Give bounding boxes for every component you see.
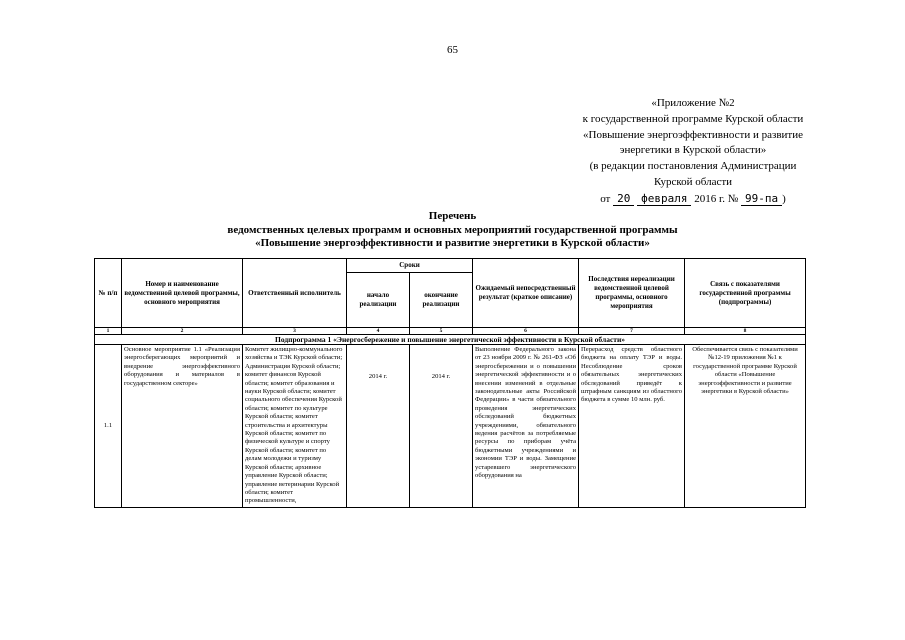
row-name: Основное мероприятие 1.1 «Реализация энергосберегающих мероприятий и внедрение энергоэффективного оборудования и материалов в государственном секторе» <box>122 345 243 508</box>
header-num: № п/п <box>95 259 122 328</box>
column-number-row <box>95 328 806 335</box>
column-number: 3 <box>243 328 347 335</box>
appendix-line: «Повышение энергоэффективности и развитие <box>583 128 803 141</box>
column-number: 6 <box>473 328 579 335</box>
date-prefix: от <box>600 192 611 205</box>
row-end: 2014 г. <box>410 345 473 508</box>
appendix-line: «Приложение №2 <box>651 97 735 109</box>
column-number: 8 <box>685 328 806 335</box>
column-number: 5 <box>410 328 473 335</box>
header-result: Ожидаемый непосредственный результат (краткое описание) <box>473 259 579 328</box>
column-number: 4 <box>347 328 410 335</box>
row-number: 1.1 <box>95 345 122 508</box>
title-line-3: «Повышение энергоэффективности и развитие энергетики в Курской области» <box>255 237 650 249</box>
handwritten-number: 99-па <box>741 192 782 206</box>
table-row <box>95 345 806 508</box>
programs-table <box>94 258 806 508</box>
appendix-line: (в редакции постановления Администрации <box>589 160 797 173</box>
appendix-line: Курской области <box>653 175 733 188</box>
document-title <box>0 210 905 251</box>
edition-date-line <box>548 191 838 208</box>
header-start: начало реализации <box>347 273 410 328</box>
header-link: Связь с показателями государственной программы (подпрограммы) <box>685 259 806 328</box>
column-number: 1 <box>95 328 122 335</box>
close-paren: ) <box>782 192 786 205</box>
row-start: 2014 г. <box>347 345 410 508</box>
appendix-header <box>548 96 838 208</box>
header-end: окончание реализации <box>410 273 473 328</box>
row-executor: Комитет жилищно-коммунального хозяйства и ТЭК Курской области; Администрация Курской области; комитет финансов Курской области; комитет образования и науки Курской области; комитет социального обеспечения Курской области; комитет по культуре Курской области; комитет строительства и архитектуры Курской области; комитет по физической культуре и спорту Курской области; комитет по делам молодежи и туризму Курской области; архивное управление Курской области; управление ветеринарии Курской области; комитет промышленности, <box>243 345 347 508</box>
header-row <box>95 259 806 273</box>
row-link: Обеспечивается связь с показателями №12-19 приложения №1 к государственной программе Курской области «Повышение энергоэффективности и развитие энергетики в Курской области» <box>685 345 806 508</box>
header-consequences: Последствия нереализации ведомственной целевой программы, основного мероприятия <box>579 259 685 328</box>
row-consequences: Перерасход средств областного бюджета на оплату ТЭР и воды. Несоблюдение сроков обязательных энергетических обследований приведёт к штрафным санкциям из областного бюджета в сумме 10 млн. руб. <box>579 345 685 508</box>
appendix-line: к государственной программе Курской области <box>582 112 804 125</box>
year-text: 2016 г. № <box>694 192 739 205</box>
header-executor: Ответственный исполнитель <box>243 259 347 328</box>
column-number: 7 <box>579 328 685 335</box>
handwritten-month: февраля <box>637 192 691 206</box>
header-name: Номер и наименование ведомственной целевой программы, основного мероприятия <box>122 259 243 328</box>
handwritten-day: 20 <box>613 192 634 206</box>
row-result: Выполнение Федерального закона от 23 ноября 2009 г. № 261-ФЗ «Об энергосбережении и о повышении энергетической эффективности и о внесении изменений в отдельные законодательные акты Российской Федерации» в части обязательного проведения энергетических обследований бюджетных учреждениями, обязательного ведения расчётов за потребляемые ресурсы по приборам учёта бюджетными учреждениями и экономии ТЭР и воды. Замещение устаревшего энергетического оборудования на <box>473 345 579 508</box>
title-line-2: ведомственных целевых программ и основных мероприятий государственной программы <box>227 223 678 236</box>
column-number: 2 <box>122 328 243 335</box>
subprogram-title: Подпрограмма 1 «Энергосбережение и повышение энергетической эффективности в Курской области» <box>95 335 806 345</box>
subprogram-row <box>95 335 806 345</box>
page-number: 65 <box>447 44 458 56</box>
header-terms: Сроки <box>347 259 473 273</box>
title-line-1: Перечень <box>428 210 477 222</box>
appendix-line: энергетики в Курской области» <box>619 144 767 157</box>
